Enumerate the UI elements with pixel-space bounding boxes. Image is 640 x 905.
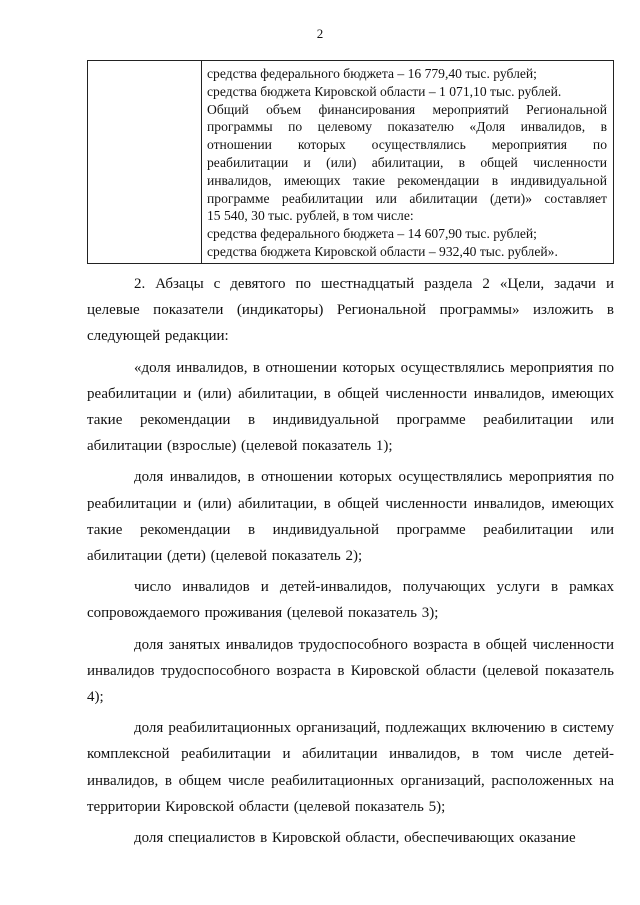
- table-line: реабилитации и (или) абилитации, в общей численности: [207, 154, 607, 170]
- table-row: [88, 61, 614, 264]
- body-paragraph: 2. Абзацы с девятого по шестнадцатый раздела 2 «Цели, задачи и целевые показатели (индикаторы) Региональной программы» изложить в следующей редакции:: [87, 276, 614, 345]
- financing-table: [87, 60, 614, 264]
- body-paragraph: «доля инвалидов, в отношении которых осуществлялись мероприятия по реабилитации и (или) абилитации, в общей численности инвалидов, имеющих такие рекомендации в индивидуальной программе реабилитации или абилитации (взрослые) (целевой показатель 1);: [87, 359, 614, 455]
- body-paragraph: доля специалистов в Кировской области, обеспечивающих оказание: [134, 830, 576, 847]
- body-paragraph: число инвалидов и детей-инвалидов, получающих услуги в рамках сопровождаемого проживания (целевой показатель 3);: [87, 579, 614, 622]
- table-content-cell: [202, 61, 614, 264]
- table-line: средства бюджета Кировской области – 1 071,10 тыс. рублей.: [207, 83, 562, 99]
- table-line: средства бюджета Кировской области – 932,40 тыс. рублей».: [207, 243, 558, 259]
- body-paragraph: доля инвалидов, в отношении которых осуществлялись мероприятия по реабилитации и (или) абилитации, в общей численности инвалидов, имеющих такие рекомендации в индивидуальной программе реабилитации или абилитации (дети) (целевой показатель 2);: [87, 469, 614, 565]
- table-line: программы по целевому показателю «Доля инвалидов, в: [207, 119, 607, 135]
- table-line: средства федерального бюджета – 14 607,90 тыс. рублей;: [207, 226, 537, 242]
- document-body: [87, 271, 614, 852]
- table-line: программе реабилитации или абилитации (дети)» составляет: [207, 190, 607, 206]
- body-paragraph: доля занятых инвалидов трудоспособного возраста в общей численности инвалидов трудоспособного возраста в Кировской области (целевой показатель 4);: [87, 636, 614, 706]
- body-paragraph: доля реабилитационных организаций, подлежащих включению в систему комплексной реабилитации и абилитации инвалидов, в том числе детей-инвалидов, в общем числе реабилитационных организаций, расположенных на территории Кировской области (целевой показатель 5);: [87, 720, 614, 815]
- table-line: инвалидов, имеющих такие рекомендации в индивидуальной: [207, 172, 607, 188]
- table-empty-cell: [88, 61, 202, 264]
- table-line: 15 540, 30 тыс. рублей, в том числе:: [207, 208, 414, 224]
- table-line: средства федерального бюджета – 16 779,40 тыс. рублей;: [207, 66, 537, 81]
- page-number: 2: [316, 26, 324, 41]
- table-line: Общий объем финансирования мероприятий Региональной: [207, 101, 607, 117]
- table-line: отношении которых осуществлялись мероприятия по: [207, 137, 607, 153]
